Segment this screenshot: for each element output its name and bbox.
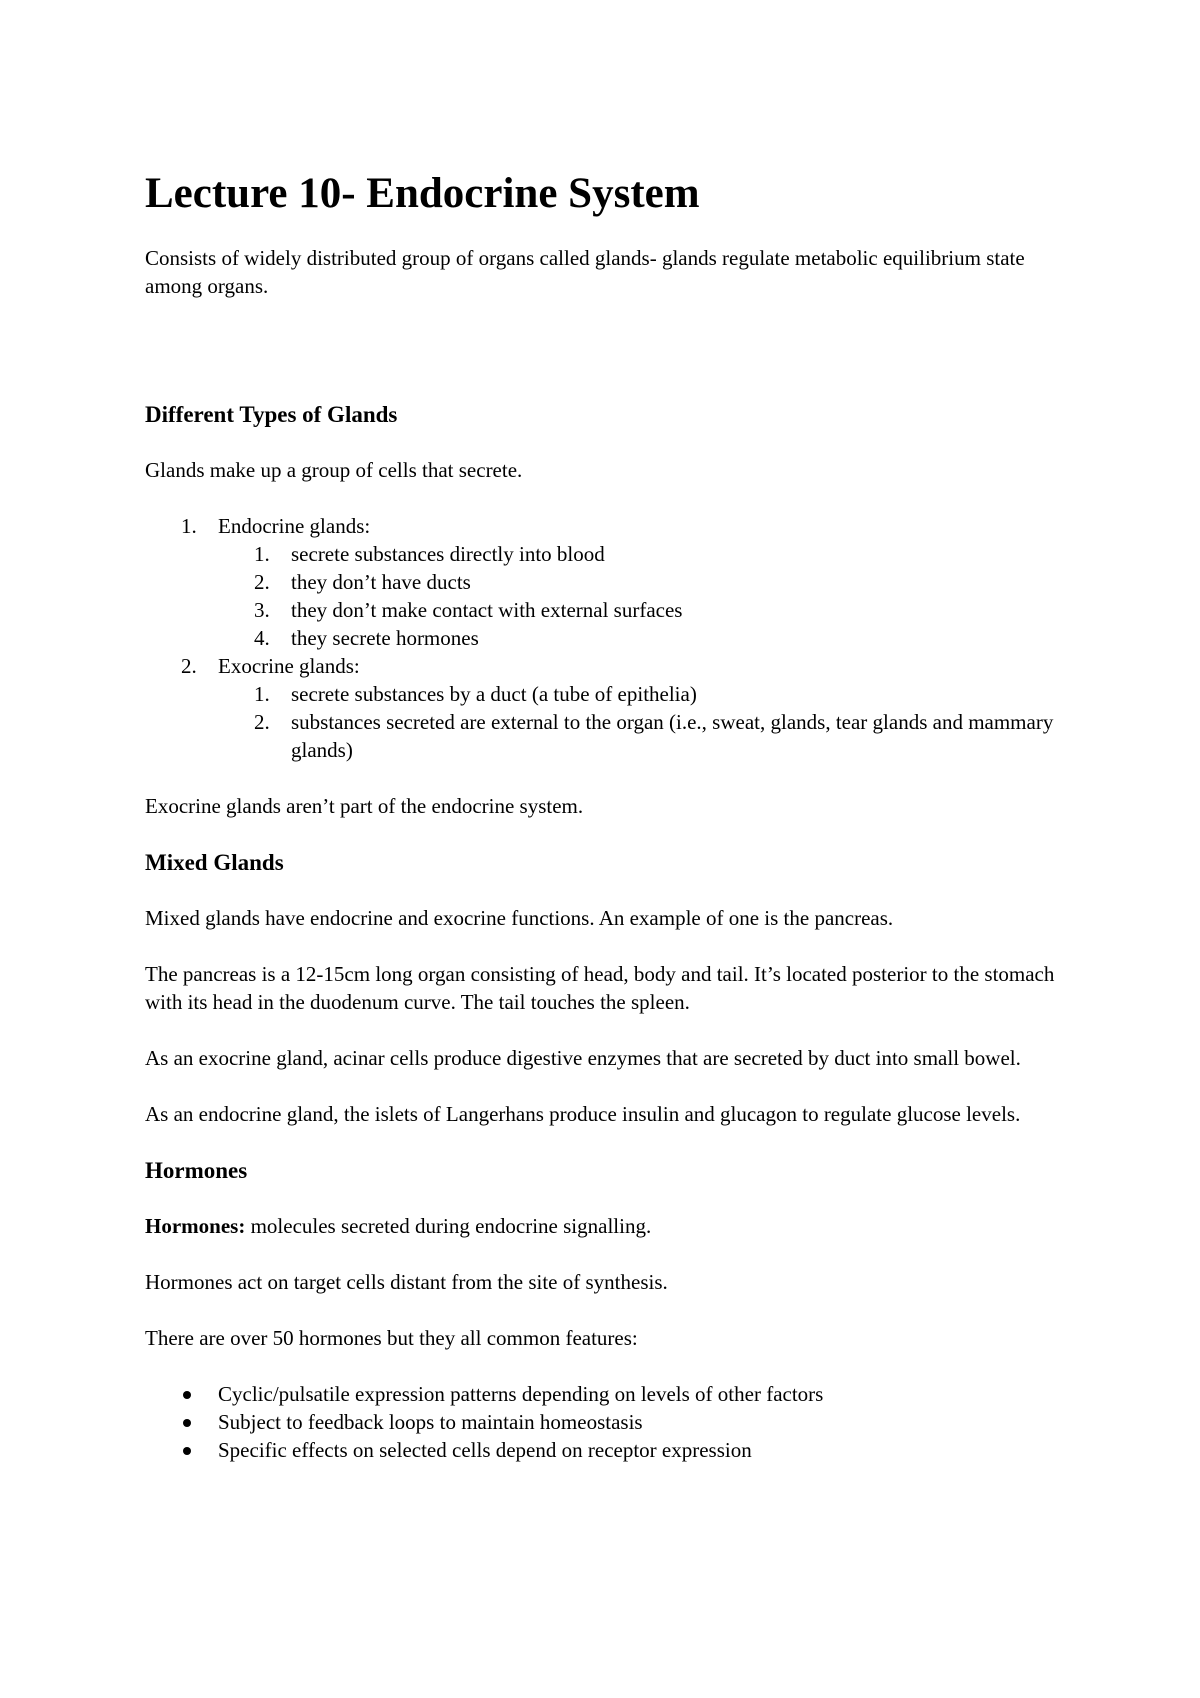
glands-lead-paragraph: Glands make up a group of cells that secrete. bbox=[145, 458, 523, 482]
hormones-definition-paragraph bbox=[145, 1212, 1065, 1240]
intro-paragraph: Consists of widely distributed group of organs called glands- glands regulate metabolic equilibrium state among organs. bbox=[145, 246, 1025, 298]
definition-text: molecules secreted during endocrine signalling. bbox=[245, 1214, 652, 1238]
mixed-paragraph: As an endocrine gland, the islets of Langerhans produce insulin and glucagon to regulate glucose levels. bbox=[145, 1102, 1021, 1126]
sublist-item bbox=[218, 540, 1065, 568]
bullet-icon bbox=[183, 1391, 191, 1399]
sublist-item bbox=[218, 680, 1065, 708]
mixed-paragraph: Mixed glands have endocrine and exocrine functions. An example of one is the pancreas. bbox=[145, 906, 894, 930]
document-page bbox=[145, 168, 1065, 1464]
bullet-item bbox=[145, 1436, 1065, 1464]
sublist-item bbox=[218, 596, 1065, 624]
exocrine-sublist bbox=[218, 680, 1065, 764]
endocrine-sublist bbox=[218, 540, 1065, 652]
list-number: 1. bbox=[181, 514, 197, 538]
sublist-text: they secrete hormones bbox=[291, 626, 479, 650]
hormone-features-list bbox=[145, 1380, 1065, 1464]
list-item-label: Endocrine glands: bbox=[218, 514, 371, 538]
sublist-text: secrete substances directly into blood bbox=[291, 542, 605, 566]
sublist-number: 3. bbox=[254, 598, 270, 622]
heading-mixed-glands: Mixed Glands bbox=[145, 850, 284, 875]
definition-term: Hormones: bbox=[145, 1214, 246, 1238]
bullet-icon bbox=[183, 1447, 191, 1455]
mixed-paragraph: The pancreas is a 12-15cm long organ consisting of head, body and tail. It’s located posterior to the stomach with its head in the duodenum curve. The tail touches the spleen. bbox=[145, 962, 1055, 1014]
sublist-item bbox=[218, 708, 1065, 764]
sublist-number: 2. bbox=[254, 710, 270, 734]
heading-types-of-glands: Different Types of Glands bbox=[145, 402, 398, 427]
list-item-endocrine bbox=[145, 512, 1065, 652]
sublist-number: 4. bbox=[254, 626, 270, 650]
bullet-item bbox=[145, 1380, 1065, 1408]
bullet-item bbox=[145, 1408, 1065, 1436]
exocrine-note-paragraph: Exocrine glands aren’t part of the endocrine system. bbox=[145, 794, 584, 818]
bullet-text: Subject to feedback loops to maintain homeostasis bbox=[218, 1410, 643, 1434]
sublist-number: 2. bbox=[254, 570, 270, 594]
sublist-item bbox=[218, 568, 1065, 596]
bullet-icon bbox=[183, 1419, 191, 1427]
hormones-paragraph: Hormones act on target cells distant from the site of synthesis. bbox=[145, 1270, 668, 1294]
bullet-text: Cyclic/pulsatile expression patterns depending on levels of other factors bbox=[218, 1382, 824, 1406]
sublist-number: 1. bbox=[254, 542, 270, 566]
bullet-text: Specific effects on selected cells depend on receptor expression bbox=[218, 1438, 752, 1462]
sublist-item bbox=[218, 624, 1065, 652]
list-item-label: Exocrine glands: bbox=[218, 654, 360, 678]
heading-hormones: Hormones bbox=[145, 1158, 248, 1183]
sublist-text: substances secreted are external to the organ (i.e., sweat, glands, tear glands and mammary glands) bbox=[291, 710, 1054, 762]
hormones-paragraph: There are over 50 hormones but they all common features: bbox=[145, 1326, 638, 1350]
mixed-paragraph: As an exocrine gland, acinar cells produce digestive enzymes that are secreted by duct into small bowel. bbox=[145, 1046, 1021, 1070]
sublist-text: they don’t have ducts bbox=[291, 570, 471, 594]
sublist-text: they don’t make contact with external surfaces bbox=[291, 598, 683, 622]
list-item-exocrine bbox=[145, 652, 1065, 764]
page-title: Lecture 10- Endocrine System bbox=[145, 170, 700, 217]
sublist-number: 1. bbox=[254, 682, 270, 706]
sublist-text: secrete substances by a duct (a tube of epithelia) bbox=[291, 682, 697, 706]
gland-types-list bbox=[145, 512, 1065, 764]
list-number: 2. bbox=[181, 654, 197, 678]
